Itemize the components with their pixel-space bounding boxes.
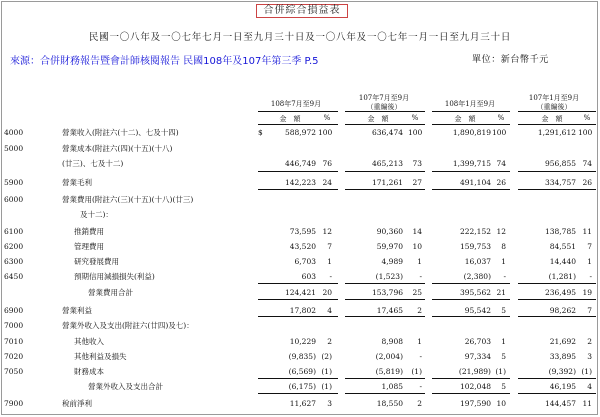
amount-cell: 222,152	[459, 227, 491, 236]
percent-cell: 2	[327, 337, 332, 346]
percent-cell: 7	[327, 242, 332, 251]
percent-cell: 2	[417, 399, 422, 408]
subtotal-rule	[432, 189, 510, 190]
amount-cell: 124,421	[284, 288, 316, 297]
percent-cell: (1)	[321, 382, 332, 391]
percent-cell: 76	[322, 159, 332, 168]
amount-cell: 26,703	[464, 337, 491, 346]
percent-cell: 21	[496, 288, 506, 297]
amount-cell: 465,213	[371, 159, 403, 168]
account-label: 預期信用減損損失(利益)	[74, 272, 155, 281]
account-label: 營業費用(附註六(三)(十五)(十八)(廿三)	[62, 195, 194, 204]
table-row	[0, 141, 600, 156]
subtotal-rule	[432, 283, 510, 284]
amount-label: 金 額	[279, 115, 301, 123]
account-code: 7010	[4, 337, 24, 346]
subtotal-rule	[258, 189, 338, 190]
amount-cell: 8,908	[381, 337, 403, 346]
subtotal-rule	[345, 189, 425, 190]
account-code: 6000	[4, 195, 24, 204]
subtotal-rule	[432, 378, 510, 379]
account-code: 7900	[4, 399, 24, 408]
amount-cell: (6,569)	[288, 367, 316, 376]
percent-cell: 100	[492, 128, 507, 137]
percent-label: %	[583, 114, 591, 122]
account-code: 6100	[4, 227, 24, 236]
percent-cell: 12	[322, 227, 332, 236]
amount-cell: (1,281)	[548, 272, 576, 281]
amount-cell: 1,291,612	[537, 128, 576, 137]
table-row	[0, 349, 600, 364]
amount-cell: 956,855	[544, 159, 576, 168]
amount-cell: 46,195	[549, 382, 576, 391]
amount-cell: 144,457	[544, 399, 576, 408]
percent-cell: 10	[412, 242, 422, 251]
amount-cell: 636,474	[371, 128, 403, 137]
statement-title: 合併綜合損益表	[263, 5, 341, 16]
account-code: 5900	[4, 178, 24, 187]
account-label: 推銷費用	[74, 227, 104, 236]
amount-cell: 84,551	[549, 242, 576, 251]
percent-label: %	[411, 114, 419, 122]
percent-cell: 2	[587, 337, 592, 346]
amount-cell: 142,223	[284, 178, 316, 187]
percent-cell: 2	[417, 306, 422, 315]
column-header-1	[262, 100, 330, 109]
account-label: 稅前淨利	[62, 399, 92, 408]
amount-cell: 98,262	[549, 306, 576, 315]
amount-cell: 95,542	[464, 306, 491, 315]
account-code: 7000	[4, 321, 24, 330]
percent-cell: 7	[587, 306, 592, 315]
amount-cell: 21,692	[549, 337, 576, 346]
percent-cell: (1)	[321, 367, 332, 376]
table-row	[0, 285, 600, 300]
amount-cell: 102,048	[459, 382, 491, 391]
amount-cell: 73,595	[289, 227, 316, 236]
amount-cell: 17,802	[289, 306, 316, 315]
percent-cell: -	[419, 352, 422, 361]
column-header-3	[436, 100, 504, 109]
subtotal-rule	[258, 316, 338, 317]
percent-cell: 5	[501, 306, 506, 315]
table-row	[0, 318, 600, 333]
subtotal-rule	[432, 299, 510, 300]
amount-cell: 491,104	[459, 178, 491, 187]
amount-cell: 588,972	[284, 128, 316, 137]
account-code: 6300	[4, 257, 24, 266]
header-rule	[432, 111, 510, 112]
subtotal-rule	[258, 171, 338, 172]
percent-cell: 100	[408, 128, 423, 137]
subtotal-rule	[345, 393, 425, 394]
account-label: 營業成本(附註六(四)(十五)(十八)	[62, 144, 173, 153]
subtotal-rule	[258, 393, 338, 394]
column-header-period: 108年7月至9月	[270, 100, 322, 108]
column-header-period: 108年1月至9月	[444, 100, 496, 108]
subtotal-rule	[518, 189, 596, 190]
percent-cell: 10	[496, 399, 506, 408]
header-rule	[258, 111, 338, 112]
account-label: 及十二)：	[80, 210, 113, 219]
percent-cell: 74	[582, 159, 592, 168]
percent-cell: -	[419, 272, 422, 281]
subtotal-rule	[345, 316, 425, 317]
amount-cell: (2,380)	[463, 272, 491, 281]
table-row	[0, 207, 600, 222]
percent-cell: 100	[318, 128, 333, 137]
percent-cell: 4	[327, 306, 332, 315]
source-note: 來源：合併財務報告暨會計師核閱報告 民國108年及107年第三季 P.5	[10, 56, 319, 67]
subtotal-rule	[258, 283, 338, 284]
percent-cell: 1	[587, 257, 592, 266]
amount-cell: 14,440	[549, 257, 576, 266]
amount-cell: 90,360	[376, 227, 403, 236]
subtotal-rule	[345, 378, 425, 379]
amount-cell: (1,523)	[375, 272, 403, 281]
table-row	[0, 254, 600, 269]
table-row	[0, 175, 600, 190]
amount-cell: 153,796	[371, 288, 403, 297]
amount-cell: 334,757	[544, 178, 576, 187]
account-code: 5000	[4, 144, 24, 153]
percent-cell: -	[419, 382, 422, 391]
column-header-period: 107年1月至9月	[528, 94, 580, 102]
percent-cell: (1)	[495, 367, 506, 376]
percent-cell: 5	[501, 352, 506, 361]
percent-cell: 74	[496, 159, 506, 168]
amount-cell: 603	[301, 272, 316, 281]
amount-cell: (6,175)	[288, 382, 316, 391]
statement-period: 民國一〇八年及一〇七年七月一日至九月三十日及一〇八年及一〇七年一月一日至九月三十日	[88, 32, 512, 43]
percent-cell: 27	[412, 178, 422, 187]
amount-cell: 33,895	[549, 352, 576, 361]
amount-cell: 236,495	[544, 288, 576, 297]
subtotal-rule	[258, 299, 338, 300]
subtotal-rule	[518, 393, 596, 394]
percent-cell: 12	[496, 227, 506, 236]
statement-title-stamp	[256, 4, 348, 18]
subtotal-rule	[518, 299, 596, 300]
percent-cell: 14	[412, 227, 422, 236]
amount-cell: 197,590	[459, 399, 491, 408]
amount-cell: 159,753	[459, 242, 491, 251]
percent-cell: 3	[327, 399, 332, 408]
percent-cell: 26	[582, 178, 592, 187]
amount-cell: 16,037	[464, 257, 491, 266]
subtotal-rule	[518, 378, 596, 379]
percent-cell: -	[329, 272, 332, 281]
amount-cell: 6,703	[294, 257, 316, 266]
percent-cell: (1)	[411, 367, 422, 376]
percent-cell: (2)	[321, 352, 332, 361]
account-label: (廿三)、七及十二)	[62, 159, 124, 168]
amount-cell: 18,550	[376, 399, 403, 408]
amount-cell: 1,399,715	[452, 159, 491, 168]
percent-cell: 1	[327, 257, 332, 266]
percent-cell: 3	[587, 352, 592, 361]
table-row	[0, 334, 600, 349]
percent-cell: 5	[501, 382, 506, 391]
table-row	[0, 192, 600, 207]
percent-label: %	[323, 114, 331, 122]
percent-cell: 1	[417, 257, 422, 266]
table-row	[0, 364, 600, 379]
account-label: 其他利益及損失	[74, 352, 127, 361]
subtotal-rule	[432, 393, 510, 394]
amount-cell: (9,835)	[288, 352, 316, 361]
header-rule	[345, 111, 425, 112]
account-label: 其他收入	[74, 337, 104, 346]
table-row	[0, 125, 600, 140]
amount-cell: 1,890,819	[452, 128, 491, 137]
subtotal-rule	[345, 171, 425, 172]
amount-cell: 395,562	[459, 288, 491, 297]
amount-cell: 446,749	[284, 159, 316, 168]
account-code: 6200	[4, 242, 24, 251]
column-header-note: （重編後）	[366, 103, 402, 111]
amount-cell: 59,970	[376, 242, 403, 251]
percent-cell: 25	[412, 288, 422, 297]
subtotal-rule	[518, 283, 596, 284]
subtotal-rule	[432, 171, 510, 172]
amount-label: 金 額	[367, 115, 389, 123]
amount-cell: 11,627	[289, 399, 316, 408]
percent-cell: -	[589, 272, 592, 281]
account-label: 營業毛利	[62, 178, 92, 187]
column-header-note: （重編後）	[536, 103, 572, 111]
subtotal-rule	[518, 316, 596, 317]
percent-cell: 1	[501, 257, 506, 266]
percent-cell: 19	[582, 288, 592, 297]
subtotal-rule	[518, 171, 596, 172]
subtotal-rule	[345, 283, 425, 284]
currency-unit: 單位：新台幣千元	[472, 55, 549, 65]
subtotal-rule	[432, 316, 510, 317]
percent-cell: 73	[412, 159, 422, 168]
percent-cell: 7	[587, 242, 592, 251]
amount-cell: 1,085	[381, 382, 403, 391]
percent-cell: 26	[496, 178, 506, 187]
currency-symbol: $	[258, 128, 263, 137]
amount-cell: (9,392)	[548, 367, 576, 376]
table-row	[0, 379, 600, 394]
amount-cell: (5,819)	[375, 367, 403, 376]
amount-cell: 10,229	[289, 337, 316, 346]
account-label: 研究發展費用	[74, 257, 119, 266]
percent-cell: 100	[578, 128, 593, 137]
account-label: 營業利益	[62, 306, 92, 315]
amount-label: 金 額	[541, 115, 563, 123]
account-label: 營業費用合計	[88, 288, 133, 297]
percent-cell: 11	[582, 227, 592, 236]
percent-cell: -	[503, 272, 506, 281]
account-label: 營業外收入及支出(附註六(廿四)及七)：	[62, 321, 194, 330]
table-row	[0, 396, 600, 411]
account-label: 營業收入(附註六(十二)、七及十四)	[62, 128, 179, 137]
percent-cell: 1	[501, 337, 506, 346]
account-code: 6900	[4, 306, 24, 315]
amount-cell: 171,261	[371, 178, 403, 187]
table-row	[0, 269, 600, 284]
amount-cell: 138,785	[544, 227, 576, 236]
percent-cell: 11	[582, 399, 592, 408]
account-code: 6450	[4, 272, 24, 281]
column-header-2	[350, 94, 418, 112]
table-row	[0, 239, 600, 254]
table-row	[0, 224, 600, 239]
header-rule	[518, 111, 596, 112]
column-header-period: 107年7月至9月	[358, 94, 410, 102]
account-code: 7020	[4, 352, 24, 361]
subtotal-rule	[345, 299, 425, 300]
amount-cell: 4,989	[381, 257, 403, 266]
percent-cell: (1)	[581, 367, 592, 376]
amount-cell: 17,465	[376, 306, 403, 315]
percent-cell: 1	[417, 337, 422, 346]
account-label: 管理費用	[74, 242, 104, 251]
subtotal-rule	[258, 378, 338, 379]
account-code: 7050	[4, 367, 24, 376]
account-label: 營業外收入及支出合計	[88, 382, 163, 391]
percent-cell: 4	[587, 382, 592, 391]
table-row	[0, 156, 600, 171]
amount-cell: 97,334	[464, 352, 491, 361]
account-code: 4000	[4, 128, 24, 137]
percent-cell: 24	[322, 178, 332, 187]
account-label: 財務成本	[74, 367, 104, 376]
column-header-4	[520, 94, 588, 112]
percent-label: %	[497, 114, 505, 122]
amount-label: 金 額	[454, 115, 476, 123]
percent-cell: 20	[322, 288, 332, 297]
amount-cell: (2,004)	[375, 352, 403, 361]
percent-cell: 8	[501, 242, 506, 251]
amount-cell: (21,989)	[458, 367, 491, 376]
amount-cell: 43,520	[289, 242, 316, 251]
